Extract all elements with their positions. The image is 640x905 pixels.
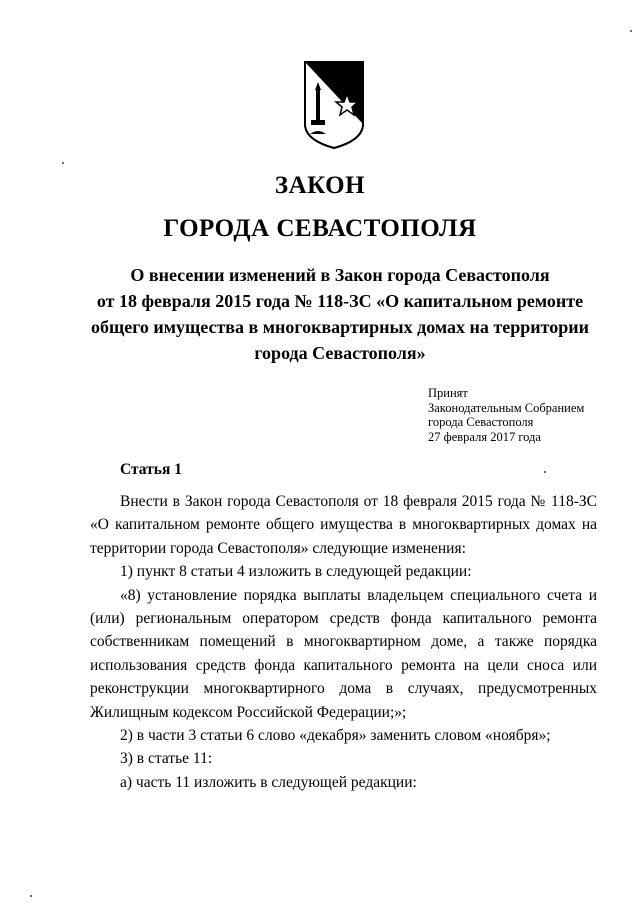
scan-speck [544, 471, 546, 473]
body-line: использования средств фонда капитального ремонта на цели сноса или [90, 656, 597, 674]
body-line: собственникам помещений в многоквартирном доме, а также порядка [90, 633, 597, 651]
adoption-date: 27 февраля 2017 года [428, 429, 541, 444]
body-line: «8) установление порядка выплаты владельцем специального счета и [120, 586, 597, 604]
body-line: 3) в статье 11: [120, 750, 213, 768]
adoption-line: Принят [428, 386, 468, 400]
article-body [90, 490, 597, 794]
body-line: 1) пункт 8 статьи 4 изложить в следующей редакции: [120, 563, 472, 581]
law-subtitle [60, 262, 620, 366]
body-line: (или) региональным оператором средств фонда капитального ремонта [90, 609, 597, 627]
subtitle-line: О внесении изменений в Закон города Севастополя [130, 265, 550, 285]
subtitle-line: города Севастополя» [254, 343, 426, 363]
body-line: «О капитальном ремонте общего имущества в многоквартирных домах на [90, 516, 597, 534]
subtitle-line: общего имущества в многоквартирных домах на территории [91, 317, 589, 337]
adoption-block [428, 386, 584, 444]
body-line: Жилищным кодексом Российской Федерации;»; [90, 703, 407, 721]
sevastopol-coat-of-arms-icon [302, 60, 366, 150]
body-line: реконструкции многоквартирного дома в случаях, предусмотренных [90, 680, 597, 698]
body-line: 2) в части 3 статьи 6 слово «декабря» заменить словом «ноября»; [120, 726, 551, 744]
scan-speck [630, 30, 632, 32]
law-title: ЗАКОН [274, 172, 366, 199]
body-line: Внести в Закон города Севастополя от 18 февраля 2015 года № 118-ЗС [120, 493, 597, 510]
body-line: а) часть 11 изложить в следующей редакции: [120, 773, 417, 791]
scan-speck [30, 895, 32, 897]
adoption-line: города Севастополя [428, 415, 534, 429]
article-heading: Статья 1 [120, 461, 182, 478]
adoption-line: Законодательным Собранием [428, 400, 585, 415]
law-issuer-title: ГОРОДА СЕВАСТОПОЛЯ [163, 215, 477, 242]
scan-speck [62, 162, 64, 164]
body-line: территории города Севастополя» следующие изменения: [90, 539, 466, 557]
subtitle-line: от 18 февраля 2015 года № 118-ЗС «О капитальном ремонте [96, 291, 584, 311]
